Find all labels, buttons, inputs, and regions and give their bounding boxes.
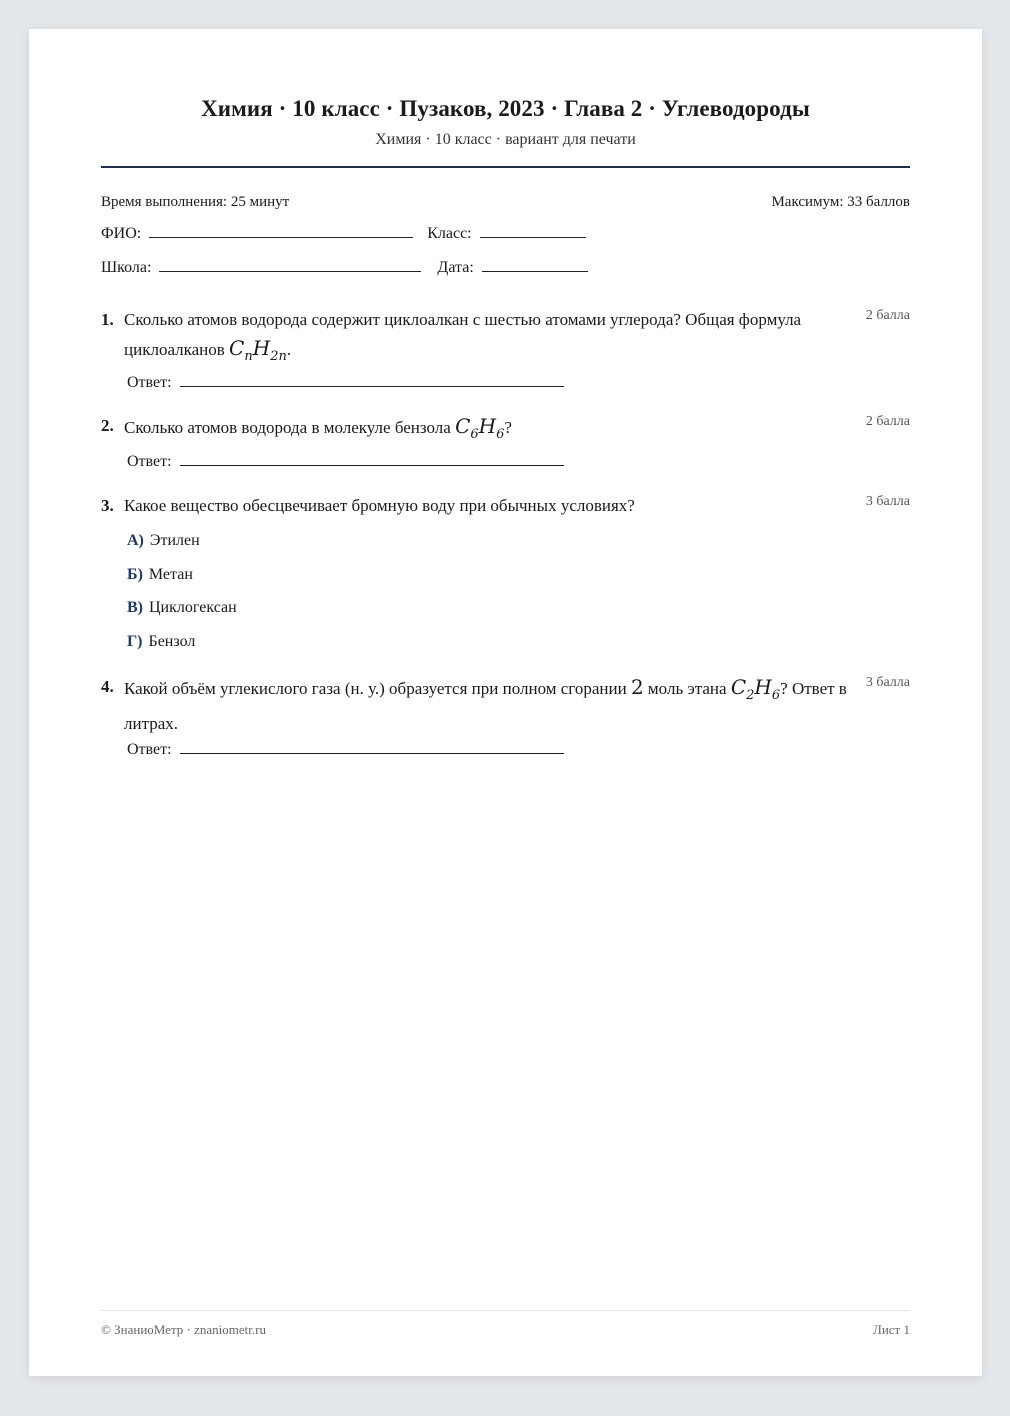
school-field[interactable] [159, 270, 421, 272]
option-label: Метан [148, 566, 193, 583]
time-limit: Время выполнения: 25 минут [101, 194, 290, 210]
option-letter: Г) [127, 633, 143, 650]
question-text: Сколько атомов водорода содержит циклоалкан с шестью атомами углерода? Общая формула циклоалканов $C_nH_{2n}$. [124, 310, 802, 364]
question-text: Какое вещество обесцвечивает бромную воду при обычных условиях? [124, 496, 635, 515]
option-c[interactable] [127, 599, 237, 617]
question-3 [101, 492, 910, 520]
fio-field[interactable] [149, 236, 413, 238]
option-label: Этилен [149, 532, 200, 549]
answer-field-4[interactable] [180, 752, 564, 754]
footer-copyright: © ЗнаниоМетр · znaniometr.ru [101, 1322, 266, 1337]
school-date-row [101, 259, 588, 277]
date-label: Дата: [437, 259, 474, 276]
option-d[interactable] [127, 633, 195, 651]
answer-label: Ответ: [127, 741, 172, 758]
question-2 [101, 412, 910, 449]
fio-class-row [101, 225, 586, 243]
answer-label: Ответ: [127, 453, 172, 470]
max-score: Максимум: 33 баллов [771, 194, 910, 210]
question-1 [101, 306, 910, 371]
page-number: Лист 1 [873, 1322, 910, 1337]
answer-label: Ответ: [127, 374, 172, 391]
formula: $C_6H_6$ [455, 414, 505, 442]
worksheet-page [29, 29, 982, 1376]
formula: $C_2H_6$ [730, 675, 781, 703]
option-label: Циклогексан [149, 599, 237, 616]
question-4 [101, 673, 910, 738]
answer-row-4 [127, 741, 564, 759]
option-letter: В) [127, 599, 143, 616]
question-text: Сколько атомов водорода в молекуле бензола $C_6H_6$? [124, 414, 512, 442]
meta-row [101, 194, 910, 211]
option-label: Бензол [148, 633, 196, 650]
answer-row-2 [127, 453, 564, 471]
option-a[interactable] [127, 532, 200, 550]
question-points: 3 балла [865, 494, 910, 509]
question-number: 4. [101, 677, 114, 696]
question-number: 2. [101, 416, 114, 435]
header-divider [101, 166, 910, 168]
question-number: 3. [101, 496, 114, 515]
option-letter: Б) [127, 566, 143, 583]
date-field[interactable] [482, 270, 588, 272]
question-points: 2 балла [865, 414, 910, 429]
option-letter: А) [127, 532, 144, 549]
number: 2 [630, 675, 644, 699]
class-label: Класс: [427, 225, 472, 242]
class-field[interactable] [480, 236, 586, 238]
school-label: Школа: [101, 259, 152, 276]
page-subtitle: Химия · 10 класс · вариант для печати [375, 131, 636, 148]
fio-label: ФИО: [101, 225, 142, 242]
answer-field-1[interactable] [180, 385, 564, 387]
answer-field-2[interactable] [180, 464, 564, 466]
question-points: 2 балла [865, 308, 910, 323]
question-points: 3 балла [865, 675, 910, 690]
option-b[interactable] [127, 566, 193, 584]
question-number: 1. [101, 310, 114, 329]
footer [101, 1322, 910, 1338]
page-title: Химия · 10 класс · Пузаков, 2023 · Глава 2 · Углеводороды [201, 96, 810, 121]
footer-divider [101, 1310, 910, 1311]
answer-row-1 [127, 374, 564, 392]
formula: $C_nH_{2n}$ [229, 336, 287, 364]
question-text: Какой объём углекислого газа (н. у.) образуется при полном сгорании 2 моль этана $C_2H_6$? Ответ в литрах. [124, 675, 847, 733]
